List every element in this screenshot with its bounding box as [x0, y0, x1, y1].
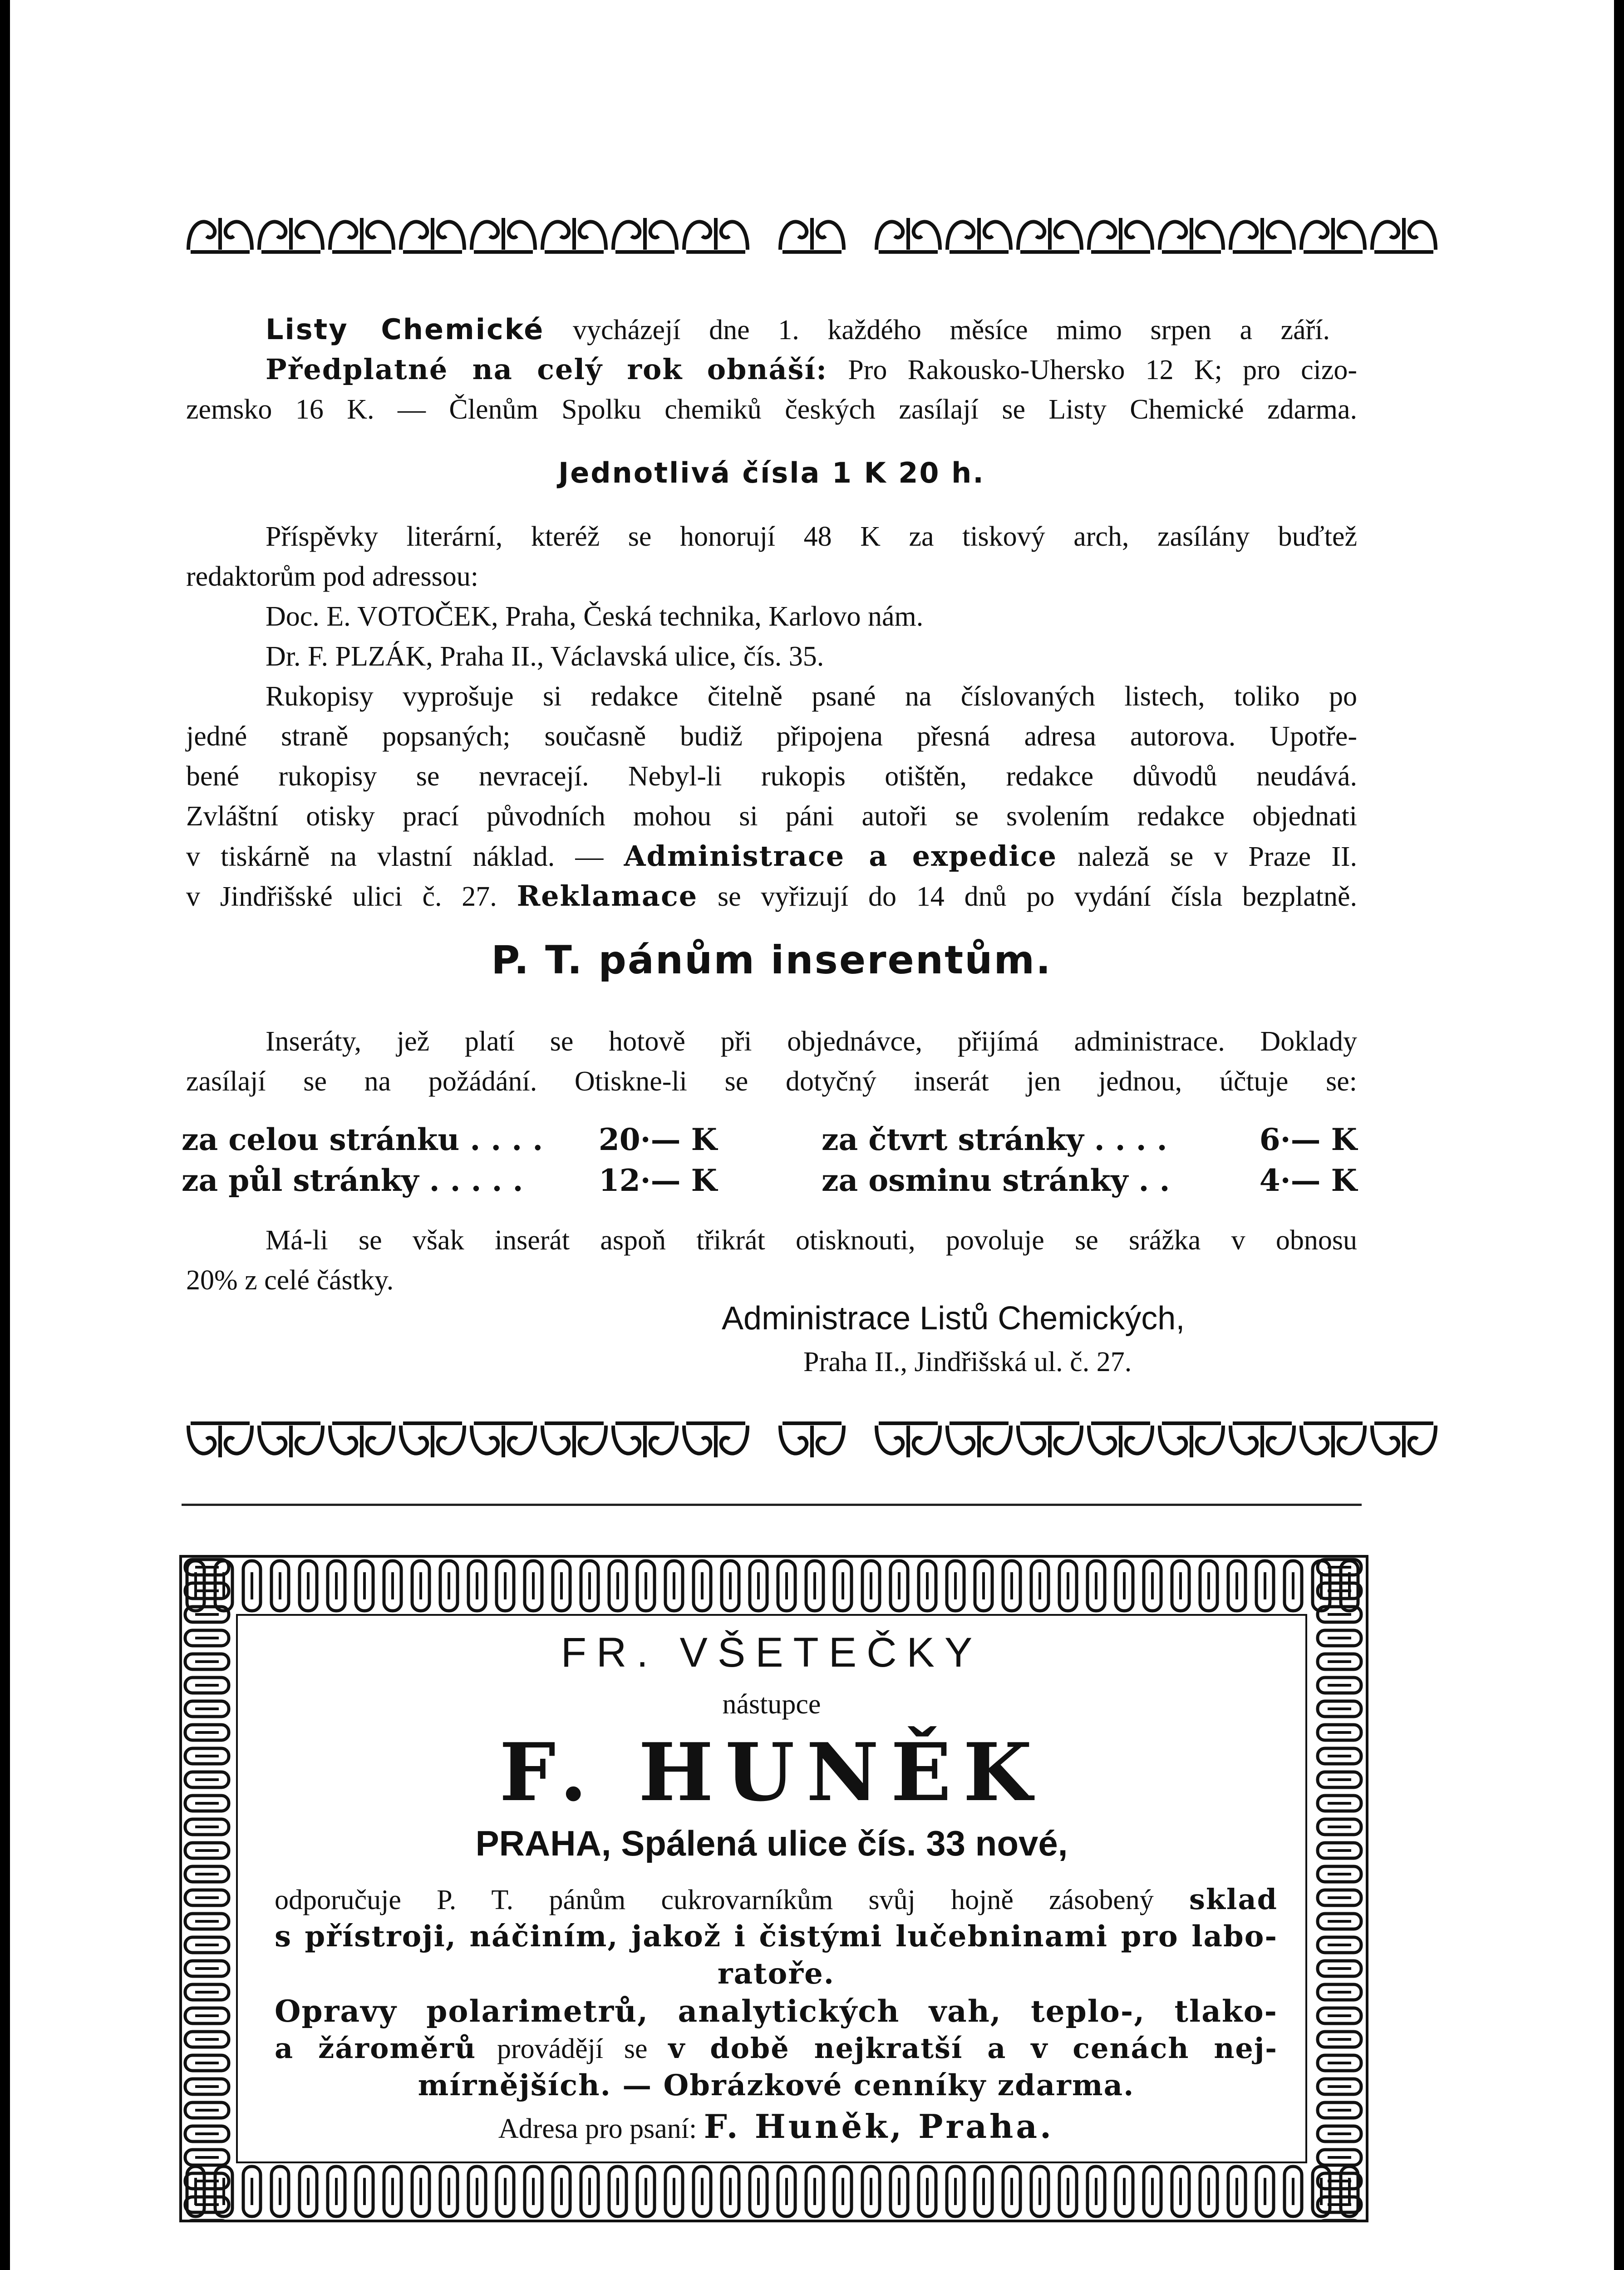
ornament-band-bottom	[186, 1421, 1362, 1462]
advertisers-line-2: zasílají se na požádání. Otiskne-li se dotyčný inserát jen jednou, účtuje se:	[186, 1066, 1357, 1097]
chain-border-top	[182, 1556, 1366, 1615]
rate-row	[822, 1162, 1357, 1199]
editor-address-2: Dr. F. PLZÁK, Praha II., Václavská ulice, čís. 35.	[266, 641, 824, 672]
ornament-motif	[874, 1421, 942, 1462]
info-line-3: zemsko 16 K. — Členům Spolku chemiků českých zasílají se Listy Chemické zdarma.	[186, 394, 1357, 425]
rate-dots: . . . .	[470, 1122, 543, 1157]
scan-edge-right	[1614, 0, 1624, 2270]
repairs-line-3: mírnějších. — Obrázkové cenníky zdarma.	[418, 2068, 1135, 2102]
ornament-motif	[399, 1421, 467, 1462]
repairs-line-2-b: provádějí se	[497, 2033, 648, 2064]
ornament-motif	[399, 213, 467, 254]
rate-price: 6·— K	[1259, 1122, 1357, 1157]
ornament-motif	[611, 1421, 679, 1462]
discount-line-1: Má-li se však inserát aspoň třikrát otisknouti, povoluje se srážka v obnosu	[266, 1225, 1357, 1256]
ornament-motif	[1370, 213, 1438, 254]
complaints-label: Reklamace	[517, 879, 698, 913]
ornament-motif	[1228, 213, 1296, 254]
single-issue-price: Jednotlivá čísla 1 K 20 h.	[558, 456, 985, 489]
manuscript-line-6-c: se vyřizují do 14 dnů po vydání čísla bezplatně.	[718, 881, 1358, 912]
rate-dots: . . . .	[1094, 1122, 1167, 1157]
info-line-1	[266, 310, 1330, 350]
ornament-motif	[1016, 213, 1084, 254]
postal-address	[275, 2107, 1278, 2149]
owner-name: F. HUNĚK	[499, 1726, 1044, 1819]
ornament-motif	[469, 213, 537, 254]
ornament-motif	[1157, 1421, 1225, 1462]
ornament-motif	[257, 213, 325, 254]
journal-name: Listy Chemické	[266, 313, 545, 346]
ornament-motif	[257, 1421, 325, 1462]
subscription-label: Předplatné na celý rok obnáší:	[266, 353, 828, 386]
administration-address: Praha II., Jindřišská ul. č. 27.	[803, 1347, 1132, 1377]
chain-border-right	[1314, 1555, 1365, 2222]
postal-address-label: Adresa pro psaní:	[498, 2113, 697, 2144]
ornament-motif	[540, 1421, 608, 1462]
info-line-2	[266, 350, 1357, 390]
ad-body-line-2: s přístroji, náčiním, jakož i čistými lučebninami pro labo-	[275, 1920, 1278, 1954]
rate-row	[182, 1121, 717, 1158]
editor-address-1: Doc. E. VOTOČEK, Praha, Česká technika, Karlovo nám.	[266, 601, 924, 632]
contrib-line-1: Příspěvky literární, kteréž se honorují 48 K za tiskový arch, zasílány buďtež	[266, 521, 1357, 552]
rate-label: za celou stránku	[182, 1122, 460, 1157]
manuscript-line-2: jedné straně popsaných; současně budiž připojena přesná adresa autorova. Upotře-	[186, 721, 1357, 752]
ornament-motif	[874, 213, 942, 254]
advertisers-line-1: Inseráty, jež platí se hotově při objednávce, přijímá administrace. Doklady	[266, 1026, 1357, 1057]
rate-label: za půl stránky	[182, 1163, 419, 1198]
ornament-motif	[611, 213, 679, 254]
manuscript-line-6	[186, 876, 1357, 917]
ad-body-line-3: ratoře.	[717, 1957, 835, 1991]
advertisers-heading: P. T. pánům inserentům.	[491, 938, 1052, 983]
manuscript-line-1: Rukopisy vyprošuje si redakce čitelně psané na číslovaných listech, toliko po	[266, 681, 1357, 712]
successor-label: nástupce	[722, 1689, 821, 1720]
shop-address: PRAHA, Spálená ulice čís. 33 nové,	[475, 1823, 1068, 1863]
ornament-motif	[1299, 213, 1367, 254]
manuscript-line-5-c: naleză se v Praze II.	[1078, 841, 1357, 872]
rate-label: za osminu stránky	[822, 1163, 1128, 1198]
postal-address-name: F. Huněk, Praha.	[704, 2107, 1054, 2146]
repairs-line-2-a: a žároměrů	[275, 2032, 477, 2065]
ornament-motif	[328, 213, 396, 254]
manuscript-line-3: bené rukopisy se nevracejí. Nebyl-li rukopis otištěn, redakce důvodů neudává.	[186, 761, 1357, 792]
ornament-motif	[1087, 213, 1155, 254]
ornament-band-top	[186, 213, 1362, 254]
ornament-motif	[1157, 213, 1225, 254]
rate-dots: . . . . .	[429, 1163, 523, 1198]
section-divider	[182, 1504, 1362, 1506]
ornament-motif	[682, 1421, 750, 1462]
chain-border-left	[182, 1555, 232, 2222]
ornament-motif	[778, 1421, 846, 1462]
ornament-motif	[945, 213, 1013, 254]
rate-label: za čtvrt stránky	[822, 1122, 1084, 1157]
repairs-line-2-c: v době nejkratší a v cenách nej-	[668, 2032, 1278, 2065]
firm-name: FR. VŠETEČKY	[561, 1629, 983, 1676]
ornament-motif	[469, 1421, 537, 1462]
rate-row	[822, 1121, 1357, 1158]
rate-row	[182, 1162, 717, 1199]
ad-body-line-1-text: odporučuje P. T. pánům cukrovarníkům svůj hojně zásobený	[275, 1885, 1154, 1915]
info-line-2-text: Pro Rakousko-Uhersko 12 K; pro cizo-	[848, 355, 1357, 385]
contrib-line-2: redaktorům pod adressou:	[186, 561, 478, 592]
chain-border-bottom	[182, 2162, 1366, 2221]
manuscript-line-5-a: v tiskárně na vlastní náklad. —	[186, 841, 604, 872]
ornament-motif	[1299, 1421, 1367, 1462]
repairs-line-2	[275, 2028, 1278, 2069]
administration-signature: Administrace Listů Chemických,	[722, 1300, 1185, 1337]
info-line-1-text: vycházejí dne 1. každého měsíce mimo srpen a září.	[572, 315, 1330, 345]
ornament-motif	[1087, 1421, 1155, 1462]
administration-label: Administrace a expedice	[624, 839, 1058, 873]
manuscript-line-6-a: v Jindřišské ulici č. 27.	[186, 881, 497, 912]
manuscript-line-5	[186, 836, 1357, 877]
rate-price: 4·— K	[1259, 1163, 1357, 1198]
rate-dots: . .	[1138, 1163, 1170, 1198]
rate-price: 12·— K	[598, 1163, 717, 1198]
ornament-motif	[540, 213, 608, 254]
repairs-line-1: Opravy polarimetrů, analytických vah, teplo-, tlako-	[275, 1994, 1278, 2029]
rate-price: 20·— K	[598, 1122, 717, 1157]
discount-line-2: 20% z celé částky.	[186, 1265, 394, 1296]
ornament-motif	[682, 213, 750, 254]
ornament-motif	[328, 1421, 396, 1462]
scan-edge-left	[0, 0, 10, 2270]
manuscript-line-4: Zvláštní otisky prací původních mohou si páni autoři se svolením redakce objednati	[186, 801, 1357, 832]
ornament-motif	[778, 213, 846, 254]
ornament-motif	[186, 1421, 254, 1462]
ornament-motif	[945, 1421, 1013, 1462]
ornament-motif	[1228, 1421, 1296, 1462]
ad-body-line-1	[275, 1880, 1278, 1920]
ad-body-line-1-bold: sklad	[1189, 1883, 1278, 1916]
ornament-motif	[186, 213, 254, 254]
ornament-motif	[1016, 1421, 1084, 1462]
ornament-motif	[1370, 1421, 1438, 1462]
